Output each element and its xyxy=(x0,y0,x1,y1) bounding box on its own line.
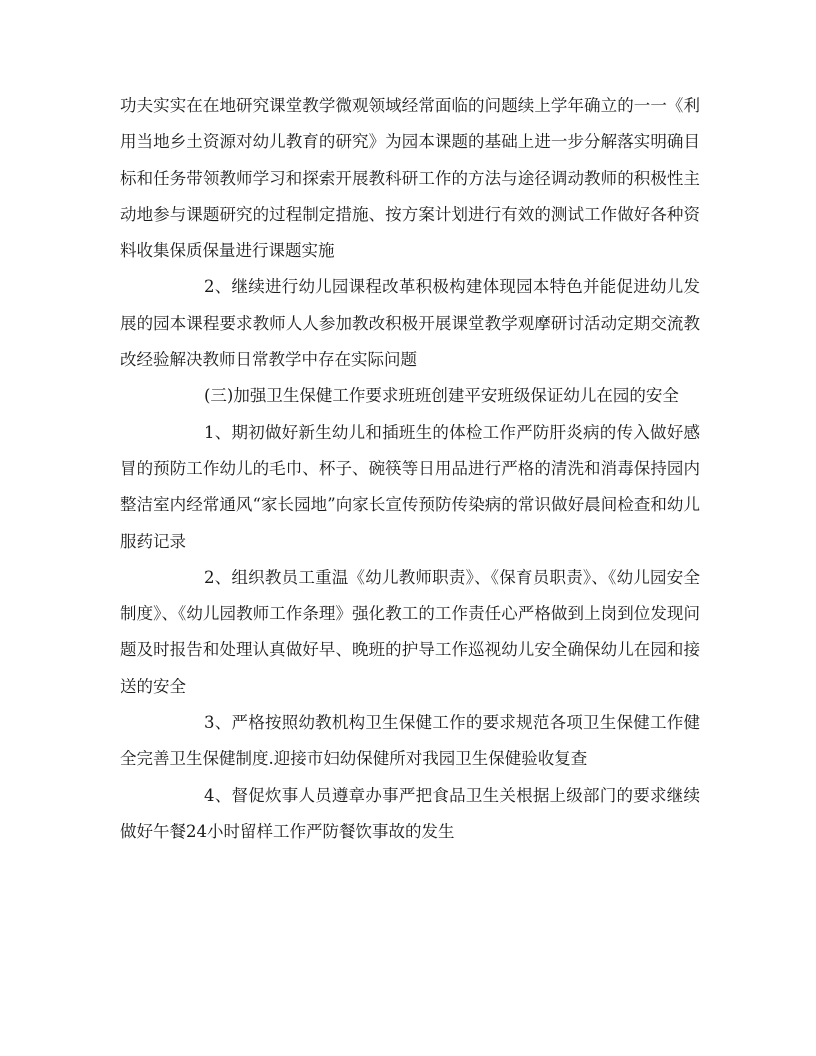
paragraph-health-standards: 3、严格按照幼教机构卫生保健工作的要求规范各项卫生保健工作健全完善卫生保健制度.迎接市妇幼保健所对我园卫生保健验收复查 xyxy=(120,713,700,769)
paragraph-physical-exam: 1、期初做好新生幼儿和插班生的体检工作严防肝炎病的传入做好感冒的预防工作幼儿的毛巾、杯子、碗筷等日用品进行严格的清洗和消毒保持园内整洁室内经常通风“家长园地”向家长宣传预防传染病的常识做好晨间检查和幼儿服药记录 xyxy=(120,422,700,551)
paragraph-staff-duties: 2、组织教员工重温《幼儿教师职责》、《保育员职责》、《幼儿园安全制度》、《幼儿园教师工作条理》强化教工的工作责任心严格做到上岗到位发现问题及时报告和处理认真做好早、晚班的护导工作巡视幼儿安全确保幼儿在园和接送的安全 xyxy=(120,567,700,696)
paragraph-curriculum-reform: 2、继续进行幼儿园课程改革积极构建体现园本特色并能促进幼儿发展的园本课程要求教师人人参加教改积极开展课堂教学观摩研讨活动定期交流教改经验解决教师日常教学中存在实际问题 xyxy=(120,277,700,370)
paragraph-food-safety: 4、督促炊事人员遵章办事严把食品卫生关根据上级部门的要求继续做好午餐24小时留样工作严防餐饮事故的发生 xyxy=(120,785,700,841)
document-body xyxy=(120,88,700,850)
paragraph-research-topic: 功夫实实在在地研究课堂教学微观领域经常面临的问题续上学年确立的一一《利用当地乡土资源对幼儿教育的研究》为园本课题的基础上进一步分解落实明确目标和任务带领教师学习和探索开展教科研工作的方法与途径调动教师的积极性主动地参与课题研究的过程制定措施、按方案计划进行有效的测试工作做好各种资料收集保质保量进行课题实施 xyxy=(120,96,700,261)
section-heading-health-care: (三)加强卫生保健工作要求班班创建平安班级保证幼儿在园的安全 xyxy=(204,386,679,406)
